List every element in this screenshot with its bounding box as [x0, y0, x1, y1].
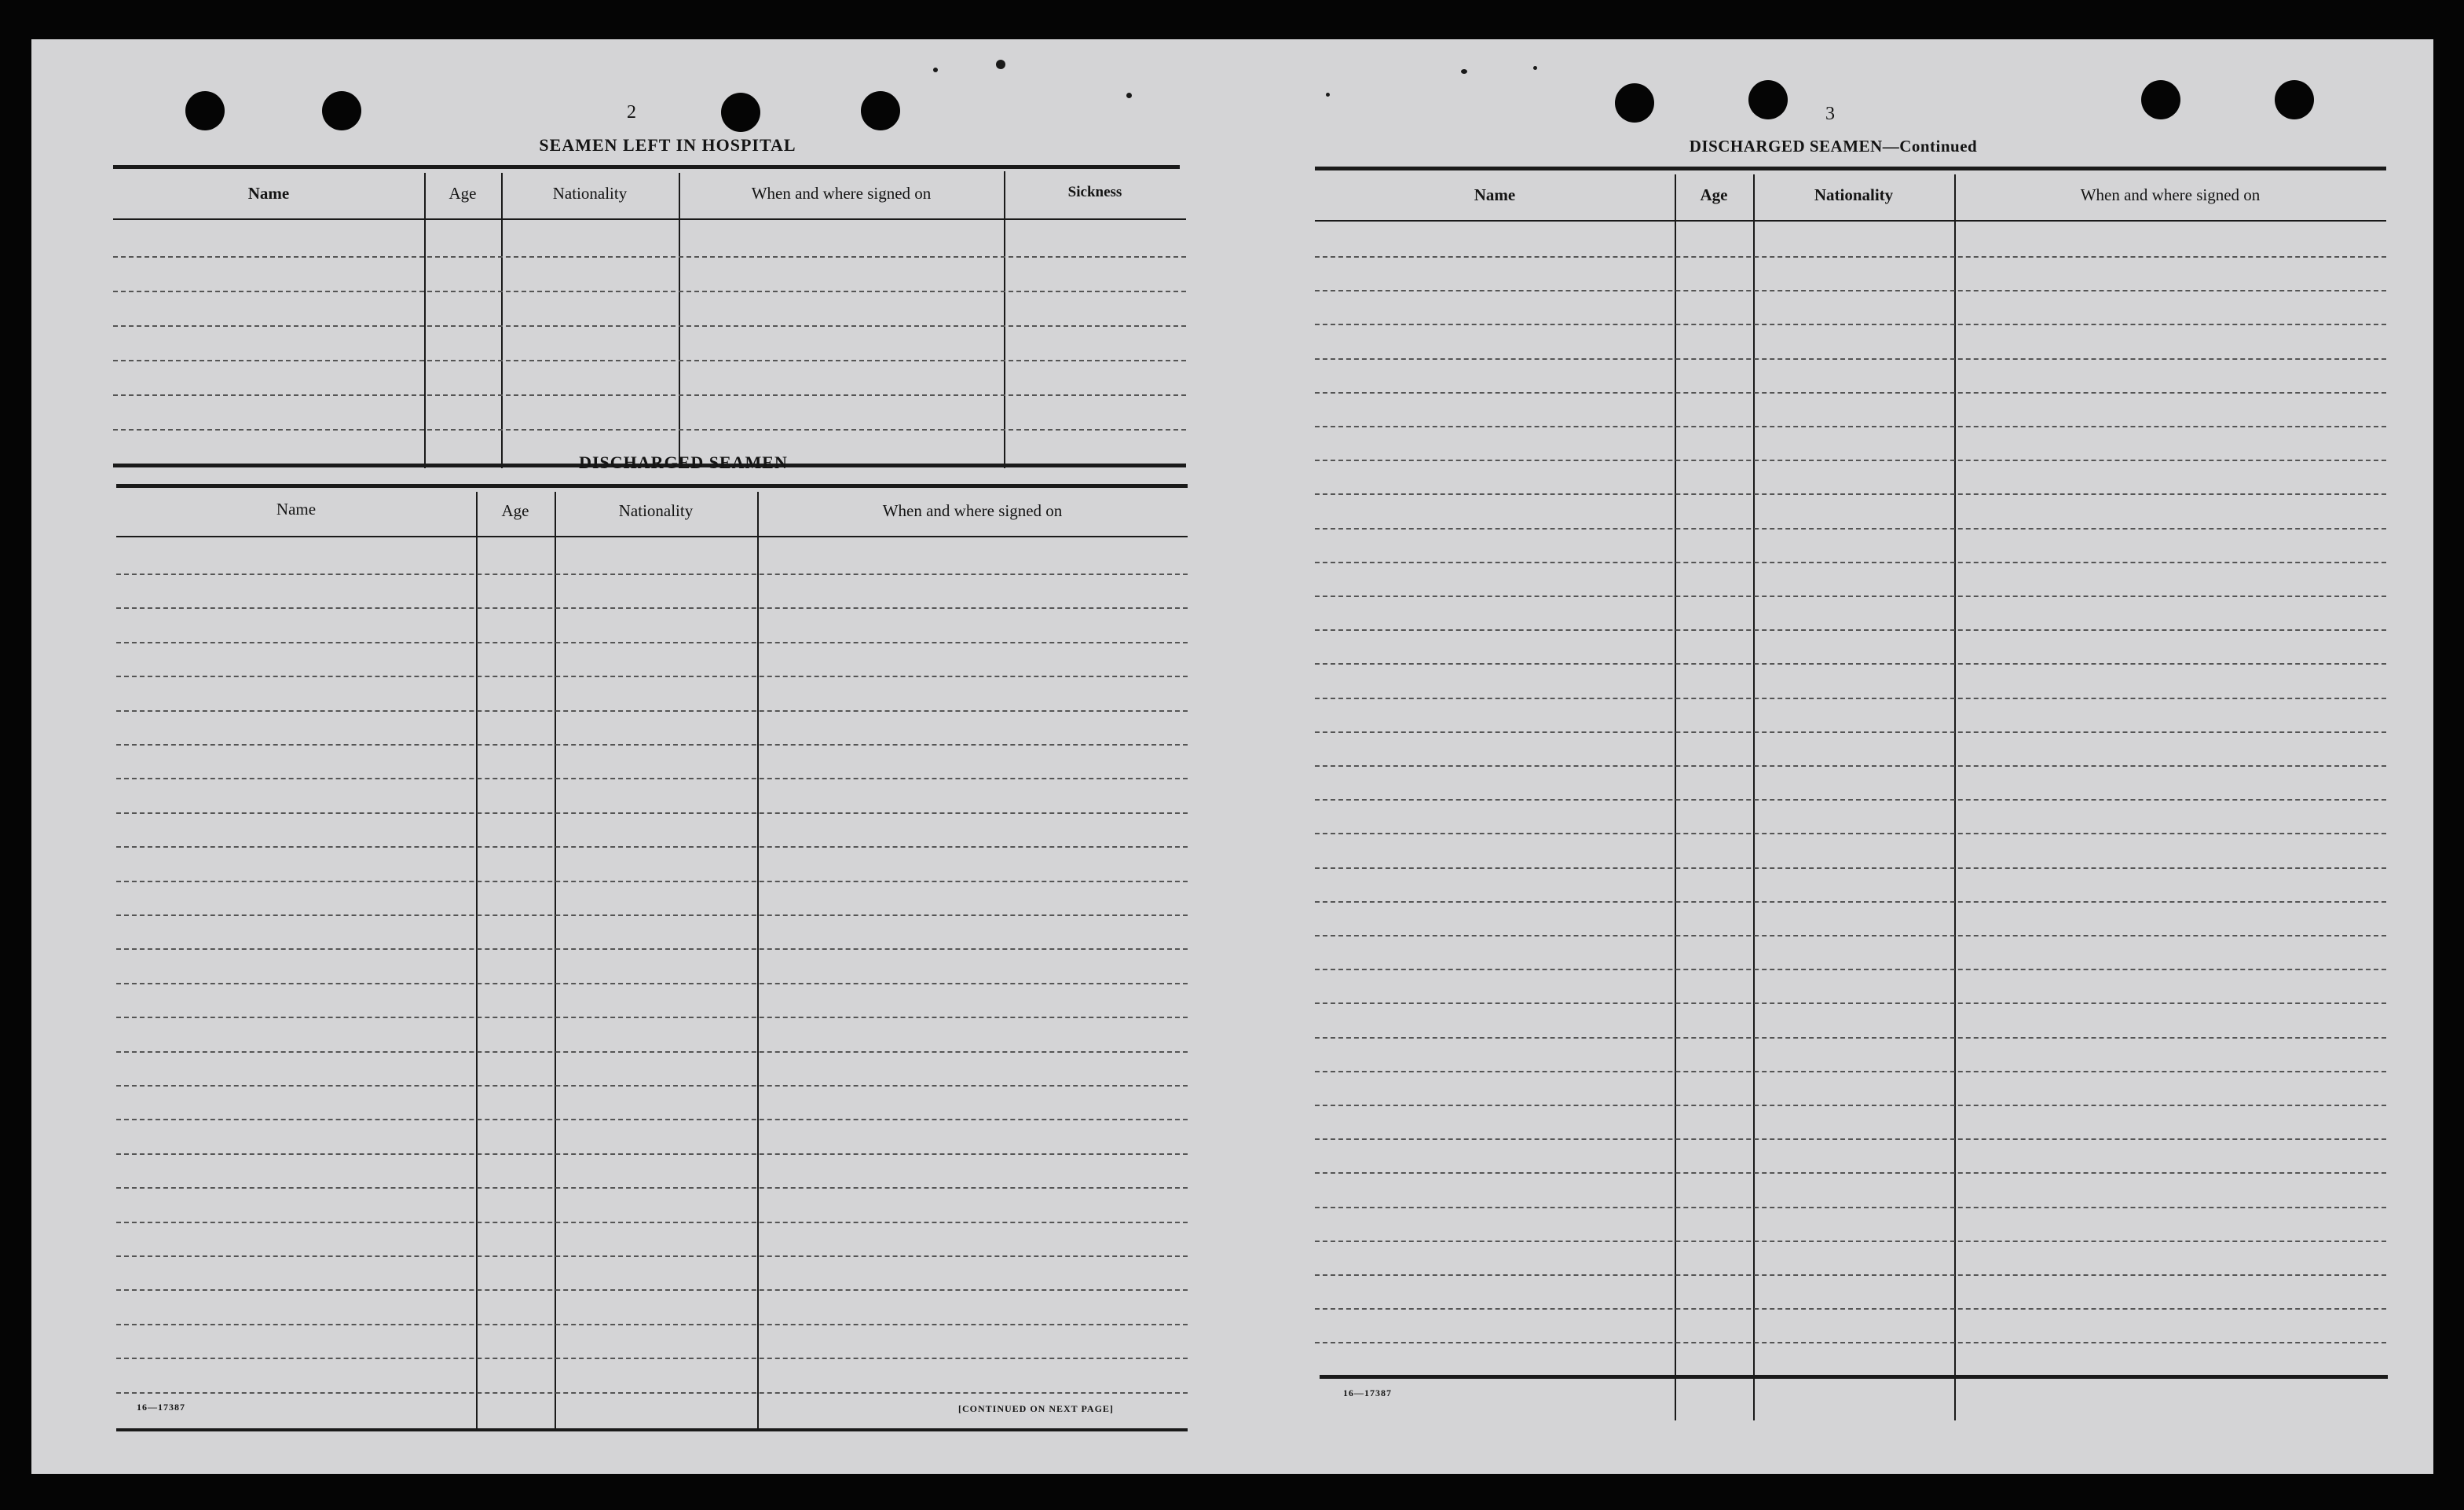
table-row-line: [1315, 324, 2386, 325]
ink-speck: [1533, 66, 1537, 70]
table-row-line: [1315, 392, 2386, 394]
table-row-line: [116, 744, 1188, 746]
hospital-table-top-rule: [113, 165, 1180, 169]
hospital-row-line: [113, 429, 1186, 431]
table-row-line: [1315, 1037, 2386, 1039]
hospital-row-line: [113, 394, 1186, 396]
punch-hole: [185, 91, 225, 130]
table-row-line: [116, 948, 1188, 950]
hospital-col-divider: [424, 173, 426, 468]
table-row-line: [1315, 1105, 2386, 1106]
punch-hole: [1615, 83, 1654, 123]
hospital-col-divider: [1004, 171, 1005, 468]
discharged-right-col-divider: [1675, 174, 1676, 1420]
table-row-line: [1315, 1172, 2386, 1174]
table-row-line: [1315, 731, 2386, 733]
table-row-line: [1315, 1071, 2386, 1072]
table-row-line: [1315, 901, 2386, 903]
ink-speck: [1326, 93, 1330, 97]
hospital-col-signed-on: When and where signed on: [751, 184, 932, 203]
table-row-line: [116, 812, 1188, 814]
table-row-line: [1315, 1138, 2386, 1140]
table-row-line: [1315, 426, 2386, 427]
table-row-line: [1315, 1002, 2386, 1004]
table-row-line: [1315, 358, 2386, 360]
table-row-line: [116, 881, 1188, 882]
table-row-line: [1315, 528, 2386, 530]
table-row-line: [116, 914, 1188, 916]
table-row-line: [1315, 1274, 2386, 1276]
table-row-line: [116, 607, 1188, 609]
discharged-left-col-name: Name: [276, 500, 317, 519]
table-row-line: [116, 1085, 1188, 1087]
table-row-line: [116, 1324, 1188, 1325]
discharged-right-header-rule: [1315, 220, 2386, 222]
table-row-line: [1315, 765, 2386, 767]
page-number-left: 2: [627, 102, 636, 123]
table-row-line: [1315, 493, 2386, 495]
table-row-line: [1315, 698, 2386, 699]
table-row-line: [1315, 1241, 2386, 1242]
table-row-line: [116, 642, 1188, 643]
table-row-line: [1315, 867, 2386, 869]
punch-hole: [861, 91, 900, 130]
discharged-left-col-nationality: Nationality: [618, 501, 694, 520]
table-row-line: [1315, 290, 2386, 291]
hospital-col-age: Age: [448, 184, 477, 203]
discharged-left-bottom-rule: [116, 1428, 1188, 1431]
table-row-line: [116, 1222, 1188, 1223]
ink-speck: [1461, 69, 1467, 74]
table-row-line: [1315, 596, 2386, 597]
table-row-line: [116, 1051, 1188, 1053]
discharged-left-col-age: Age: [501, 501, 529, 520]
discharged-right-bottom-rule: [1320, 1375, 2388, 1379]
table-row-line: [1315, 663, 2386, 665]
page-number-right: 3: [1825, 104, 1835, 124]
table-row-line: [1315, 460, 2386, 461]
ink-speck: [933, 68, 938, 72]
table-row-line: [116, 778, 1188, 779]
discharged-right-col-divider: [1954, 174, 1956, 1420]
table-row-line: [1315, 562, 2386, 563]
continued-note: [CONTINUED ON NEXT PAGE]: [958, 1403, 1114, 1414]
discharged-section-title-right: DISCHARGED SEAMEN—Continued: [1689, 137, 1978, 156]
punch-hole: [2141, 80, 2180, 119]
document-sheet: [31, 39, 2433, 1474]
form-code-right: 16—17387: [1343, 1387, 1392, 1398]
discharged-right-col-nationality: Nationality: [1814, 185, 1894, 204]
table-row-line: [1315, 629, 2386, 631]
hospital-row-line: [113, 325, 1186, 327]
hospital-row-line: [113, 291, 1186, 292]
table-row-line: [116, 1119, 1188, 1120]
ink-speck: [1126, 93, 1132, 98]
table-row-line: [116, 1187, 1188, 1189]
table-row-line: [116, 1017, 1188, 1018]
hospital-col-name: Name: [247, 184, 290, 203]
punch-hole: [1748, 80, 1788, 119]
discharged-right-col-name: Name: [1474, 185, 1516, 204]
hospital-row-line: [113, 256, 1186, 258]
table-row-line: [1315, 256, 2386, 258]
table-row-line: [116, 710, 1188, 712]
hospital-table-header-rule: [113, 218, 1186, 220]
hospital-section-title: SEAMEN LEFT IN HOSPITAL: [539, 135, 796, 155]
table-row-line: [116, 983, 1188, 984]
table-row-line: [1315, 833, 2386, 834]
table-row-line: [1315, 799, 2386, 801]
table-row-line: [116, 574, 1188, 575]
table-row-line: [1315, 969, 2386, 970]
discharged-left-header-rule: [116, 536, 1188, 537]
discharged-section-title-left: DISCHARGED SEAMEN: [579, 453, 788, 472]
discharged-left-col-signed-on: When and where signed on: [882, 501, 1063, 520]
table-row-line: [116, 1153, 1188, 1155]
hospital-col-nationality: Nationality: [552, 184, 628, 203]
discharged-right-top-rule: [1315, 167, 2386, 170]
form-code-left: 16—17387: [137, 1402, 185, 1413]
table-row-line: [1315, 1342, 2386, 1343]
hospital-row-line: [113, 360, 1186, 361]
discharged-right-col-age: Age: [1700, 185, 1728, 204]
discharged-left-top-rule: [116, 484, 1188, 488]
table-row-line: [1315, 1207, 2386, 1208]
hospital-col-divider: [501, 173, 503, 468]
ink-speck: [996, 60, 1005, 69]
punch-hole: [2275, 80, 2314, 119]
table-row-line: [116, 846, 1188, 848]
hospital-col-divider: [679, 173, 680, 468]
table-row-line: [116, 1255, 1188, 1257]
punch-hole: [721, 93, 760, 132]
table-row-line: [1315, 1308, 2386, 1310]
table-row-line: [116, 1289, 1188, 1291]
discharged-right-col-signed-on: When and where signed on: [2080, 185, 2261, 204]
discharged-right-col-divider: [1753, 174, 1755, 1420]
table-row-line: [1315, 935, 2386, 936]
table-row-line: [116, 1392, 1188, 1394]
punch-hole: [322, 91, 361, 130]
table-row-line: [116, 1358, 1188, 1359]
table-row-line: [116, 676, 1188, 677]
hospital-col-sickness: Sickness: [1067, 184, 1122, 200]
